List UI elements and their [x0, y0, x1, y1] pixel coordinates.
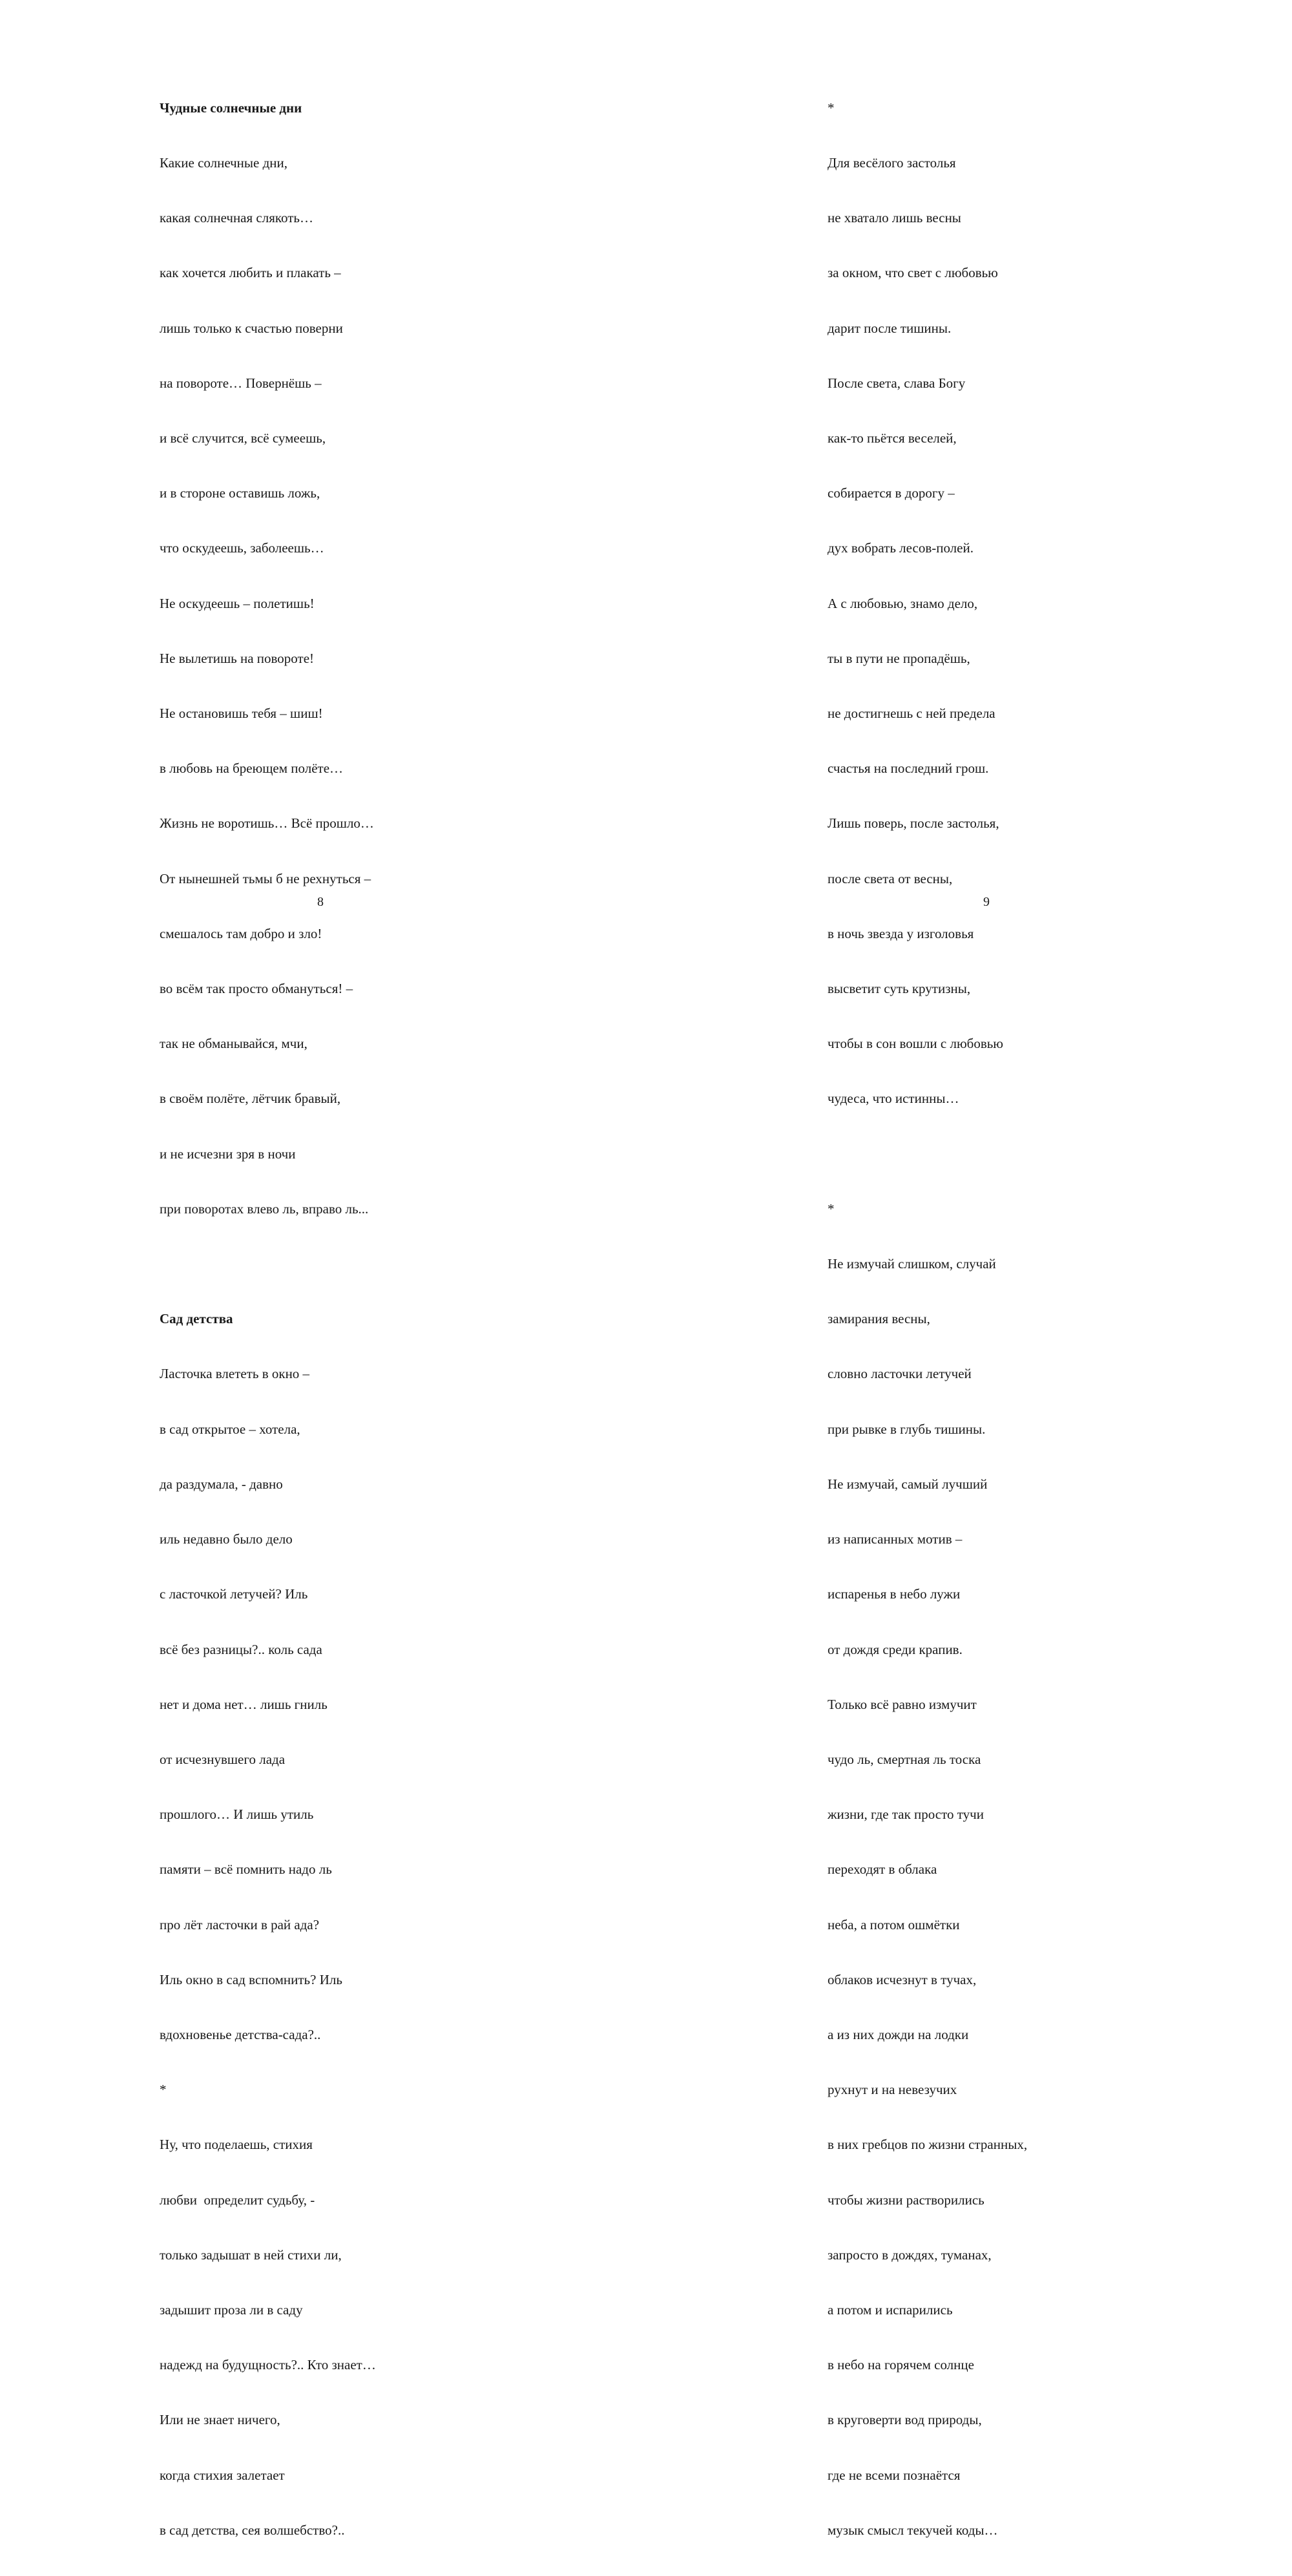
poem-line: при рывке в глубь тишины.	[828, 1421, 986, 1437]
poem-line: Только всё равно измучит	[828, 1696, 977, 1712]
poem-line: надежд на будущность?.. Кто знает…	[160, 2357, 376, 2373]
poem-line: так не обманывайся, мчи,	[160, 1036, 307, 1052]
stanza-gap	[828, 1145, 1027, 1163]
poem-line: замирания весны,	[828, 1311, 930, 1327]
poem-line: при поворотах влево ль, вправо ль...	[160, 1200, 369, 1217]
poem-line: дарит после тишины.	[828, 320, 952, 336]
poem-line: и всё случится, всё сумеешь,	[160, 430, 326, 446]
poem-line: После света, слава Богу	[828, 375, 966, 391]
poem-line: в круговерти вод природы,	[828, 2412, 982, 2428]
poem-line: неба, а потом ошмётки	[828, 1916, 960, 1932]
left-page	[0, 0, 646, 2538]
poem-line: в сад открытое – хотела,	[160, 1421, 300, 1437]
poem-line: переходят в облака	[828, 1861, 937, 1878]
poem-line: вдохновенье детства-сада?..	[160, 2026, 321, 2042]
poem-line: Не остановишь тебя – шиш!	[160, 706, 323, 722]
page-number: 8	[317, 895, 324, 909]
poem-line: испаренья в небо лужи	[828, 1586, 961, 1602]
poem-line: музык смысл текучей коды…	[828, 2522, 998, 2538]
poem-line: как хочется любить и плакать –	[160, 265, 341, 281]
page-number: 9	[983, 895, 990, 909]
poem-line: счастья на последний грош.	[828, 760, 989, 777]
poem-line: чудеса, что истинны…	[828, 1091, 959, 1107]
poem-line: Какие солнечные дни,	[160, 155, 288, 171]
poem-line: Ласточка влететь в окно –	[160, 1366, 310, 1382]
poem-line: Или не знает ничего,	[160, 2412, 280, 2428]
poem-line: на повороте… Повернёшь –	[160, 375, 322, 391]
poem-line: ты в пути не пропадёшь,	[828, 650, 970, 666]
poem-line: не достигнешь с ней предела	[828, 706, 995, 722]
poem-line: смешалось там добро и зло!	[160, 925, 322, 941]
right-page-text	[828, 62, 1027, 2576]
poem-line: после света от весны,	[828, 870, 953, 886]
poem-line: иль недавно было дело	[160, 1531, 293, 1547]
poem-line: жизни, где так просто тучи	[828, 1806, 984, 1823]
poem-separator: *	[828, 99, 835, 116]
poem-line: только задышат в ней стихи ли,	[160, 2246, 342, 2263]
poem-line: От нынешней тьмы б не рехнуться –	[160, 870, 371, 886]
poem-line: в ночь звезда у изголовья	[828, 925, 974, 941]
poem-line: в сад детства, сея волшебство?..	[160, 2522, 345, 2538]
poem-line: прошлого… И лишь утиль	[160, 1806, 314, 1823]
poem-line: Не измучай, самый лучший	[828, 1476, 988, 1492]
poem-line: от исчезнувшего лада	[160, 1751, 286, 1767]
right-page	[646, 0, 1292, 2538]
poem-line: где не всеми познаётся	[828, 2467, 961, 2483]
poem-line: задышит проза ли в саду	[160, 2301, 303, 2318]
poem-line: в небо на горячем солнце	[828, 2357, 974, 2373]
poem-line: А с любовью, знамо дело,	[828, 595, 978, 611]
poem-line: как-то пьётся веселей,	[828, 430, 957, 446]
poem-line: не хватало лишь весны	[828, 210, 961, 226]
poem-line: в своём полёте, лётчик бравый,	[160, 1091, 341, 1107]
poem-line: чтобы жизни растворились	[828, 2192, 985, 2208]
poem-separator: *	[160, 2082, 167, 2098]
poem-line: словно ласточки летучей	[828, 1366, 972, 1382]
poem-line: Жизнь не воротишь… Всё прошло…	[160, 815, 374, 832]
poem-line: когда стихия залетает	[160, 2467, 285, 2483]
poem-line: а потом и испарились	[828, 2301, 953, 2318]
poem-line: запросто в дождях, туманах,	[828, 2246, 992, 2263]
poem-line: с ласточкой летучей? Иль	[160, 1586, 308, 1602]
poem-line: из написанных мотив –	[828, 1531, 963, 1547]
poem-line: чудо ль, смертная ль тоска	[828, 1751, 981, 1767]
poem-line: во всём так просто обмануться! –	[160, 981, 353, 997]
poem-line: всё без разницы?.. коль сада	[160, 1641, 322, 1657]
poem-line: за окном, что свет с любовью	[828, 265, 998, 281]
poem-line: в любовь на бреющем полёте…	[160, 760, 344, 777]
poem-line: памяти – всё помнить надо ль	[160, 1861, 332, 1878]
poem-line: Для весёлого застолья	[828, 155, 956, 171]
poem-line: Иль окно в сад вспомнить? Иль	[160, 1971, 342, 1987]
poem-line: в них гребцов по жизни странных,	[828, 2137, 1028, 2153]
poem-line: какая солнечная слякоть…	[160, 210, 313, 226]
poem-line: и не исчезни зря в ночи	[160, 1146, 296, 1162]
poem-line: Ну, что поделаешь, стихия	[160, 2137, 313, 2153]
poem-line: Лишь поверь, после застолья,	[828, 815, 999, 832]
poem-title: Чудные солнечные дни	[160, 99, 302, 116]
poem-line: любви определит судьбу, -	[160, 2192, 315, 2208]
poem-line: Не измучай слишком, случай	[828, 1256, 996, 1272]
poem-line: а из них дожди на лодки	[828, 2026, 969, 2042]
poem-line: что оскудеешь, заболеешь…	[160, 540, 324, 556]
poem-line: Не вылетишь на повороте!	[160, 650, 315, 666]
poem-line: собирается в дорогу –	[828, 485, 955, 501]
poem-line: да раздумала, - давно	[160, 1476, 283, 1492]
poem-separator: *	[828, 1200, 835, 1217]
stanza-gap	[160, 1255, 376, 1273]
poem-line: чтобы в сон вошли с любовью	[828, 1036, 1003, 1052]
poem-line: нет и дома нет… лишь гниль	[160, 1696, 328, 1712]
poem-line: Не оскудеешь – полетишь!	[160, 595, 315, 611]
poem-title: Сад детства	[160, 1311, 233, 1327]
poem-line: и в стороне оставишь ложь,	[160, 485, 320, 501]
poem-line: рухнут и на невезучих	[828, 2082, 957, 2098]
left-page-text	[160, 62, 376, 2576]
poem-line: облаков исчезнут в тучах,	[828, 1971, 977, 1987]
poem-line: лишь только к счастью поверни	[160, 320, 343, 336]
poem-line: дух вобрать лесов-полей.	[828, 540, 974, 556]
poem-line: высветит суть крутизны,	[828, 981, 971, 997]
poem-line: от дождя среди крапив.	[828, 1641, 963, 1657]
poem-line: про лёт ласточки в рай ада?	[160, 1916, 320, 1932]
